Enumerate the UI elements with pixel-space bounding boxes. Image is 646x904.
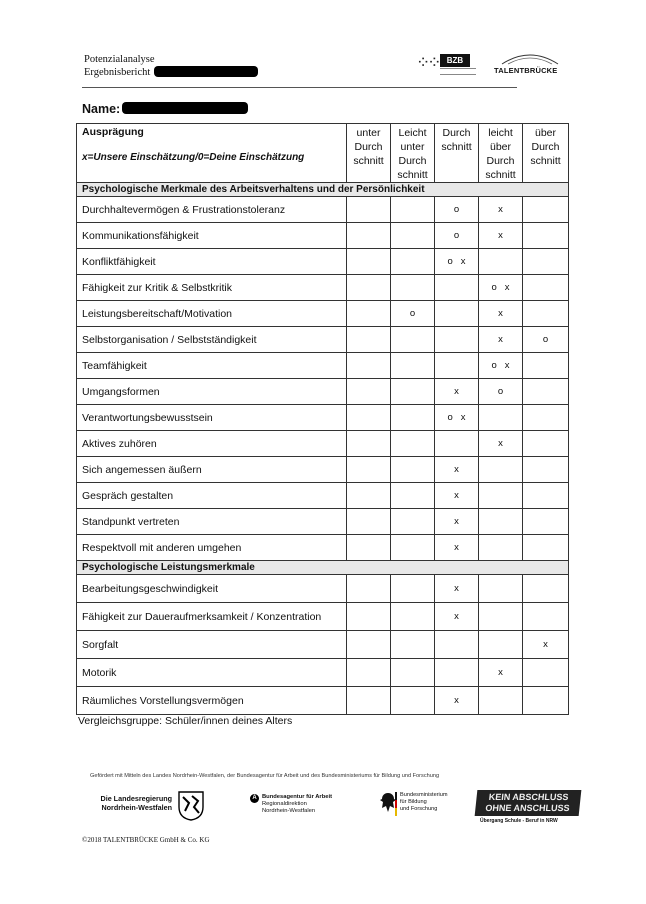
rating-cell: [435, 301, 479, 327]
rating-cell: [479, 603, 523, 631]
table-row: [77, 631, 569, 659]
nrw-logo-text: [92, 794, 172, 812]
rating-cell: x: [479, 659, 523, 687]
rating-cell: [391, 509, 435, 535]
rating-cell: [347, 509, 391, 535]
rating-cell: [347, 535, 391, 561]
bmbf-line-1: Bundesministerium: [400, 792, 448, 798]
criterion-label: Respektvoll mit anderen umgehen: [77, 535, 347, 561]
rating-cell: [523, 603, 569, 631]
rating-cell: [523, 483, 569, 509]
rating-cell: [523, 535, 569, 561]
kein-subtitle: Übergang Schule - Beruf in NRW: [480, 818, 558, 824]
criterion-label: Bearbeitungsgeschwindigkeit: [77, 575, 347, 603]
rating-cell: [391, 535, 435, 561]
rating-cell: [391, 483, 435, 509]
rating-cell: [435, 353, 479, 379]
table-row: [77, 275, 569, 301]
criterion-label: Verantwortungsbewusstsein: [77, 405, 347, 431]
column-header-word: unter: [400, 141, 425, 153]
criterion-label: Teamfähigkeit: [77, 353, 347, 379]
column-header: [391, 124, 435, 183]
criterion-label: Selbstorganisation / Selbstständigkeit: [77, 327, 347, 353]
rating-cell: [479, 483, 523, 509]
ba-line-3: Nordrhein-Westfalen: [262, 808, 316, 814]
rating-cell: [523, 379, 569, 405]
bmbf-logo-text: [400, 792, 448, 813]
document-subtitle: Ergebnisbericht: [84, 66, 151, 78]
kein-abschluss-logo: [476, 790, 584, 830]
nrw-logo: [92, 793, 222, 823]
rating-cell: [347, 249, 391, 275]
column-header-word: schnitt: [441, 141, 472, 153]
table-row: [77, 687, 569, 715]
nrw-line-2: Nordrhein-Westfalen: [101, 803, 172, 812]
criterion-label: Durchhaltevermögen & Frustrationstoleranz: [77, 197, 347, 223]
rating-cell: x: [435, 457, 479, 483]
column-header-word: Leicht: [398, 127, 427, 139]
talentbruecke-logo: [494, 52, 566, 78]
rating-cell: x: [523, 631, 569, 659]
rating-cell: x: [435, 575, 479, 603]
rating-cell: o: [391, 301, 435, 327]
column-header-word: unter: [356, 127, 381, 139]
rating-cell: [391, 327, 435, 353]
bmbf-logo: [378, 790, 468, 830]
copyright-note: ©2018 TALENTBRÜCKE GmbH & Co. KG: [82, 836, 210, 844]
rating-cell: [347, 327, 391, 353]
table-row: [77, 405, 569, 431]
rating-cell: x: [479, 327, 523, 353]
rating-cell: [347, 457, 391, 483]
table-row: [77, 223, 569, 249]
rating-cell: o: [435, 197, 479, 223]
rating-cell: [347, 631, 391, 659]
rating-cell: x: [479, 301, 523, 327]
column-header-word: Durch: [398, 155, 427, 167]
rating-cell: [347, 575, 391, 603]
rating-cell: [391, 575, 435, 603]
rating-cell: o x: [435, 249, 479, 275]
table-row: [77, 575, 569, 603]
rating-cell: [391, 197, 435, 223]
bzb-logo-text: BZB: [440, 54, 470, 67]
rating-cell: [523, 405, 569, 431]
section-header-row: [77, 561, 569, 575]
rating-cell: [523, 197, 569, 223]
rating-cell: x: [435, 687, 479, 715]
rating-cell: [391, 405, 435, 431]
criterion-label: Kommunikationsfähigkeit: [77, 223, 347, 249]
rating-cell: o: [479, 379, 523, 405]
criterion-label: Räumliches Vorstellungsvermögen: [77, 687, 347, 715]
column-header: [479, 124, 523, 183]
ba-logo: [250, 794, 360, 824]
rating-cell: [523, 301, 569, 327]
rating-cell: [391, 631, 435, 659]
rating-cell: [523, 509, 569, 535]
rating-cell: [523, 457, 569, 483]
rating-cell: [347, 197, 391, 223]
redacted-report-id: [154, 66, 258, 77]
kein-abschluss-badge: [475, 790, 582, 816]
rating-cell: [479, 687, 523, 715]
rating-cell: [523, 223, 569, 249]
table-row: [77, 249, 569, 275]
rating-cell: o: [435, 223, 479, 249]
rating-cell: [391, 457, 435, 483]
column-header: [523, 124, 569, 183]
criterion-label: Motorik: [77, 659, 347, 687]
rating-cell: [347, 687, 391, 715]
kein-line-2: OHNE ANSCHLUSS: [484, 803, 571, 813]
rating-cell: [523, 249, 569, 275]
rating-cell: [523, 353, 569, 379]
table-row: [77, 603, 569, 631]
rating-cell: x: [479, 197, 523, 223]
table-header-row: [77, 124, 569, 183]
rating-cell: [523, 659, 569, 687]
rating-cell: [479, 249, 523, 275]
rating-cell: [347, 379, 391, 405]
rating-cell: [435, 631, 479, 659]
rating-cell: [347, 405, 391, 431]
funding-note: Gefördert mit Mitteln des Landes Nordrhein-Westfalen, der Bundesagentur für Arbeit und des Bundesministeriums für Bildung und Forschung: [90, 773, 440, 779]
table-row: [77, 431, 569, 457]
table-row: [77, 301, 569, 327]
column-header-word: über: [489, 141, 511, 153]
criterion-label: Umgangsformen: [77, 379, 347, 405]
bzb-logo: [416, 52, 478, 78]
table-row: [77, 509, 569, 535]
rating-cell: [347, 223, 391, 249]
rating-cell: [391, 603, 435, 631]
column-header-word: schnitt: [353, 155, 384, 167]
rating-cell: x: [435, 379, 479, 405]
table-row: [77, 379, 569, 405]
nrw-coat-of-arms-icon: [178, 791, 204, 821]
rating-cell: [523, 687, 569, 715]
rating-cell: x: [479, 223, 523, 249]
rating-cell: [435, 275, 479, 301]
section-title: Psychologische Leistungsmerkmale: [77, 561, 569, 575]
rating-cell: [391, 687, 435, 715]
section-title: Psychologische Merkmale des Arbeitsverhaltens und der Persönlichkeit: [77, 183, 569, 197]
criterion-label: Gespräch gestalten: [77, 483, 347, 509]
criterion-label: Sich angemessen äußern: [77, 457, 347, 483]
rating-cell: [435, 431, 479, 457]
rating-cell: [391, 249, 435, 275]
rating-cell: x: [479, 431, 523, 457]
column-header-word: Durch: [442, 127, 471, 139]
bridge-arc-icon: [500, 52, 560, 65]
table-row: [77, 197, 569, 223]
comparison-group-note: Vergleichsgruppe: Schüler/innen deines Alters: [78, 715, 293, 727]
rating-cell: [479, 509, 523, 535]
rating-cell: [391, 223, 435, 249]
bzb-emblem-icon: ⁘⁘: [416, 53, 439, 72]
bmbf-line-2: für Bildung: [400, 799, 427, 805]
bmbf-line-3: und Forschung: [400, 806, 438, 812]
criterion-label: Fähigkeit zur Daueraufmerksamkeit / Konzentration: [77, 603, 347, 631]
rating-cell: [391, 659, 435, 687]
rating-cell: o x: [435, 405, 479, 431]
column-header-word: schnitt: [397, 169, 428, 181]
redacted-name: [122, 102, 248, 114]
rating-cell: [479, 405, 523, 431]
rating-cell: [479, 535, 523, 561]
table-row: [77, 535, 569, 561]
federal-eagle-icon: [378, 790, 398, 826]
rating-cell: [347, 603, 391, 631]
rating-cell: o x: [479, 275, 523, 301]
criterion-label: Fähigkeit zur Kritik & Selbstkritik: [77, 275, 347, 301]
rating-cell: [523, 575, 569, 603]
criterion-label: Sorgfalt: [77, 631, 347, 659]
rating-cell: [347, 275, 391, 301]
header-criteria-cell: [77, 124, 347, 183]
column-header-word: schnitt: [485, 169, 516, 181]
header-legend: x=Unsere Einschätzung/0=Deine Einschätzung: [82, 152, 305, 163]
ba-logo-text: [262, 794, 332, 815]
column-header-word: Durch: [531, 141, 560, 153]
table-row: [77, 353, 569, 379]
rating-cell: [347, 353, 391, 379]
document-title: Potenzialanalyse: [84, 54, 155, 65]
header-divider: [82, 87, 517, 88]
rating-cell: [347, 431, 391, 457]
rating-cell: [479, 575, 523, 603]
ba-icon: A: [250, 794, 259, 803]
rating-cell: [479, 457, 523, 483]
rating-cell: [347, 483, 391, 509]
column-header-word: Durch: [354, 141, 383, 153]
table-row: [77, 483, 569, 509]
column-header-word: schnitt: [530, 155, 561, 167]
criterion-label: Standpunkt vertreten: [77, 509, 347, 535]
assessment-table: [76, 123, 569, 715]
rating-cell: x: [435, 509, 479, 535]
rating-cell: [523, 275, 569, 301]
column-header: [347, 124, 391, 183]
nrw-line-1: Die Landesregierung: [100, 794, 172, 803]
table-row: [77, 659, 569, 687]
talentbruecke-logo-text: TALENTBRÜCKE: [494, 66, 558, 75]
column-header-word: leicht: [488, 127, 513, 139]
rating-cell: x: [435, 535, 479, 561]
rating-cell: [347, 659, 391, 687]
rating-cell: o: [523, 327, 569, 353]
bzb-logo-underline: [440, 68, 476, 75]
criterion-label: Konfliktfähigkeit: [77, 249, 347, 275]
rating-cell: [435, 327, 479, 353]
kein-line-1: KEIN ABSCHLUSS: [488, 792, 569, 802]
rating-cell: [347, 301, 391, 327]
name-label: Name:: [82, 102, 121, 116]
document-header: [84, 54, 155, 79]
rating-cell: [391, 353, 435, 379]
rating-cell: x: [435, 483, 479, 509]
criterion-label: Aktives zuhören: [77, 431, 347, 457]
rating-cell: [435, 659, 479, 687]
column-header: [435, 124, 479, 183]
header-title: Ausprägung: [82, 126, 144, 138]
column-header-word: Durch: [486, 155, 515, 167]
rating-cell: o x: [479, 353, 523, 379]
rating-cell: [523, 431, 569, 457]
rating-cell: [391, 379, 435, 405]
column-header-word: über: [534, 127, 556, 139]
ba-line-1: Bundesagentur für Arbeit: [262, 794, 332, 800]
section-header-row: [77, 183, 569, 197]
criterion-label: Leistungsbereitschaft/Motivation: [77, 301, 347, 327]
table-row: [77, 327, 569, 353]
rating-cell: x: [435, 603, 479, 631]
table-row: [77, 457, 569, 483]
ba-line-2: Regionaldirektion: [262, 801, 307, 807]
rating-cell: [391, 275, 435, 301]
rating-cell: [391, 431, 435, 457]
rating-cell: [479, 631, 523, 659]
